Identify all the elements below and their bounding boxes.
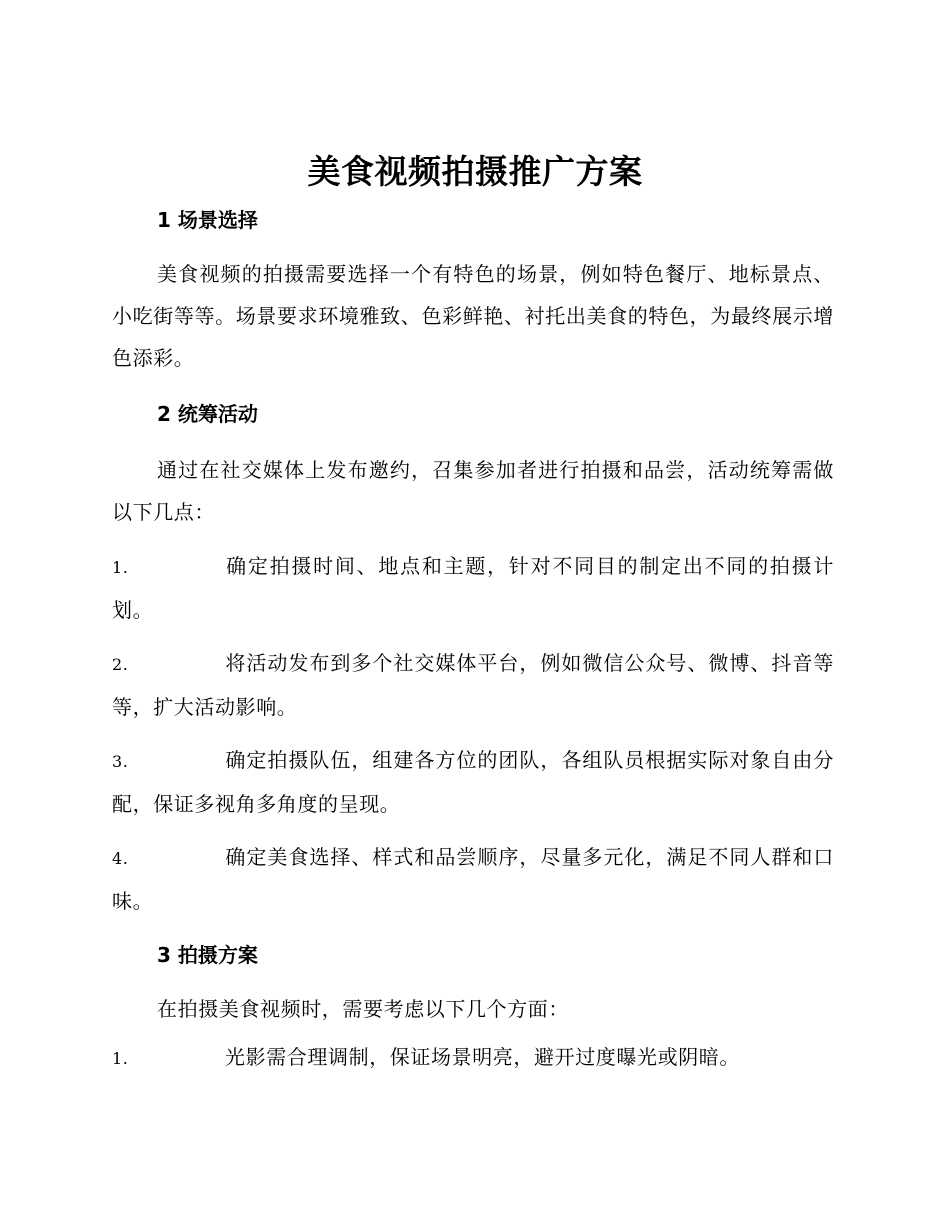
section-3-paragraph: 在拍摄美食视频时，需要考虑以下几个方面：	[157, 997, 569, 1021]
list-item-number: 1.	[112, 558, 129, 577]
list-item-text: 确定拍摄队伍，组建各方位的团队，各组队员根据实际对象自由分配，保证多视角多角度的呈现。	[112, 748, 834, 816]
list-item-number: 1.	[112, 1049, 129, 1068]
list-item-text: 确定美食选择、样式和品尝顺序，尽量多元化，满足不同人群和口味。	[112, 845, 834, 913]
section-1-paragraph: 美食视频的拍摄需要选择一个有特色的场景，例如特色餐厅、地标景点、小吃街等等。场景要求环境雅致、色彩鲜艳、衬托出美食的特色，为最终展示增色添彩。	[112, 262, 834, 370]
list-item	[112, 642, 834, 728]
section-2-paragraph: 通过在社交媒体上发布邀约，召集参加者进行拍摄和品尝，活动统筹需做以下几点：	[112, 458, 834, 524]
list-item-number: 2.	[112, 655, 129, 674]
list-item-number: 4.	[112, 849, 129, 868]
list-item-text: 确定拍摄时间、地点和主题，针对不同目的制定出不同的拍摄计划。	[112, 554, 834, 622]
list-item-number: 3.	[112, 752, 129, 771]
list-item-text: 光影需合理调制，保证场景明亮，避开过度曝光或阴暗。	[225, 1045, 740, 1069]
section-heading-1: 1 场景选择	[157, 208, 258, 232]
section-heading-3: 3 拍摄方案	[157, 943, 258, 967]
page-title: 美食视频拍摄推广方案	[307, 152, 643, 191]
list-item	[112, 1036, 834, 1080]
list-item	[112, 739, 834, 825]
list-item-text: 将活动发布到多个社交媒体平台，例如微信公众号、微博、抖音等等，扩大活动影响。	[112, 651, 834, 719]
list-item	[112, 836, 834, 922]
list-item	[112, 545, 834, 631]
section-heading-2: 2 统筹活动	[157, 402, 258, 426]
